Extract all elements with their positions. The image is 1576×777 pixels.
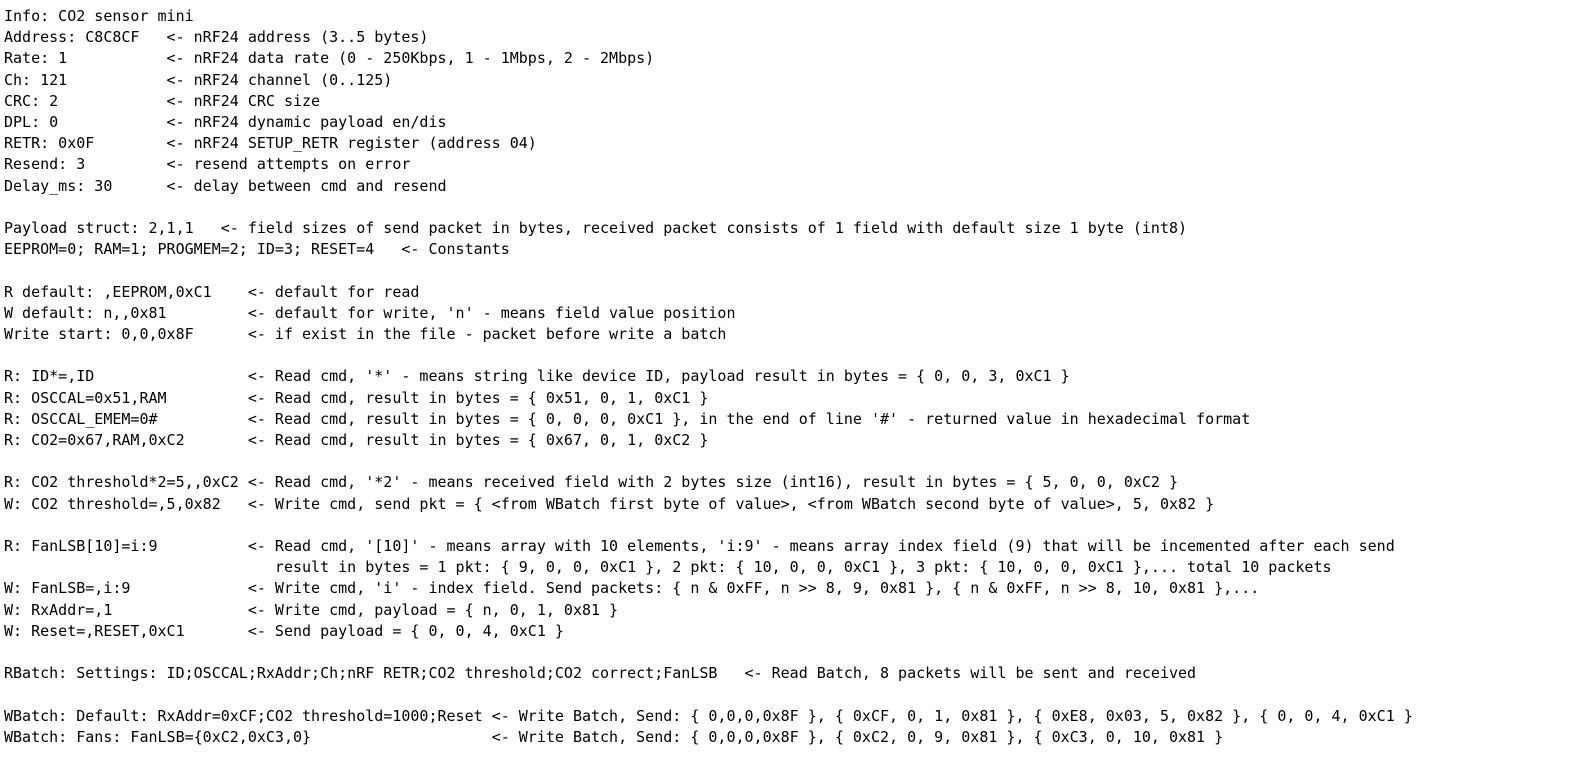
text-line: WBatch: Default: RxAddr=0xCF;CO2 threshold=1000;Reset <- Write Batch, Send: { 0,0,0,0x8F }, { 0xCF, 0, 1, 0x81 }, { 0xE8, 0x03, 5, 0x82 }, { 0, 0, 4, 0xC1 } <box>4 706 1413 725</box>
text-line: W: Reset=,RESET,0xC1 <- Send payload = { 0, 0, 4, 0xC1 } <box>4 621 564 640</box>
text-line: Resend: 3 <- resend attempts on error <box>4 155 411 174</box>
text-line: R: OSCCAL_EMEM=0# <- Read cmd, result in bytes = { 0, 0, 0, 0xC1 }, in the end of line '#' - returned value in hexadecimal format <box>4 409 1251 428</box>
text-line: W: CO2 threshold=,5,0x82 <- Write cmd, send pkt = { <from WBatch first byte of value>, <from WBatch second byte of value>, 5, 0x82 } <box>4 494 1215 513</box>
text-line: Address: C8C8CF <- nRF24 address (3..5 bytes) <box>4 28 429 47</box>
text-line: Write start: 0,0,0x8F <- if exist in the file - packet before write a batch <box>4 325 727 344</box>
text-line: W: FanLSB=,i:9 <- Write cmd, 'i' - index field. Send packets: { n & 0xFF, n >> 8, 9, 0x81 }, { n & 0xFF, n >> 8, 10, 0x81 },... <box>4 579 1260 598</box>
text-line: W: RxAddr=,1 <- Write cmd, payload = { n, 0, 1, 0x81 } <box>4 600 619 619</box>
blank-line <box>4 451 1576 472</box>
text-line: R: FanLSB[10]=i:9 <- Read cmd, '[10]' - means array with 10 elements, 'i:9' - means array index field (9) that will be incemented after each send <box>4 537 1395 555</box>
text-line: Payload struct: 2,1,1 <- field sizes of send packet in bytes, received packet consists of 1 field with default size 1 byte (int8) <box>4 219 1188 238</box>
blank-line <box>4 197 1576 218</box>
text-line: R: OSCCAL=0x51,RAM <- Read cmd, result in bytes = { 0x51, 0, 1, 0xC1 } <box>4 388 709 407</box>
text-line: Info: CO2 sensor mini <box>4 7 194 25</box>
text-line: W default: n,,0x81 <- default for write, 'n' - means field value position <box>4 303 736 322</box>
text-line: R: CO2=0x67,RAM,0xC2 <- Read cmd, result in bytes = { 0x67, 0, 1, 0xC2 } <box>4 431 709 450</box>
text-line: R: CO2 threshold*2=5,,0xC2 <- Read cmd, '*2' - means received field with 2 bytes size (int16), result in bytes = { 5, 0, 0, 0xC2 } <box>4 473 1178 492</box>
text-line: EEPROM=0; RAM=1; PROGMEM=2; ID=3; RESET=4 <- Constants <box>4 240 510 259</box>
text-line: result in bytes = 1 pkt: { 9, 0, 0, 0xC1 }, 2 pkt: { 10, 0, 0, 0xC1 }, 3 pkt: { 10, 0, 0, 0xC1 },... total 10 packets <box>4 558 1332 577</box>
blank-line <box>4 345 1576 366</box>
text-line: Delay_ms: 30 <- delay between cmd and resend <box>4 176 447 195</box>
text-line: Rate: 1 <- nRF24 data rate (0 - 250Kbps, 1 - 1Mbps, 2 - 2Mbps) <box>4 49 655 68</box>
blank-line <box>4 260 1576 281</box>
text-line: R: ID*=,ID <- Read cmd, '*' - means string like device ID, payload result in bytes = { 0, 0, 3, 0xC1 } <box>4 367 1070 386</box>
text-line: Ch: 121 <- nRF24 channel (0..125) <box>4 70 393 89</box>
text-line: RBatch: Settings: ID;OSCCAL;RxAddr;Ch;nRF RETR;CO2 threshold;CO2 correct;FanLSB <- Read Batch, 8 packets will be sent and received <box>4 664 1197 683</box>
blank-line <box>4 684 1576 705</box>
text-line: RETR: 0x0F <- nRF24 SETUP_RETR register (address 04) <box>4 134 537 153</box>
text-line: CRC: 2 <- nRF24 CRC size <box>4 91 321 110</box>
blank-line <box>4 515 1576 536</box>
text-line: R default: ,EEPROM,0xC1 <- default for read <box>4 282 420 301</box>
text-line: DPL: 0 <- nRF24 dynamic payload en/dis <box>4 113 447 132</box>
blank-line <box>4 642 1576 663</box>
text-line: WBatch: Fans: FanLSB={0xC2,0xC3,0} <- Write Batch, Send: { 0,0,0,0x8F }, { 0xC2, 0, 9, 0x81 }, { 0xC3, 0, 10, 0x81 } <box>4 727 1224 746</box>
